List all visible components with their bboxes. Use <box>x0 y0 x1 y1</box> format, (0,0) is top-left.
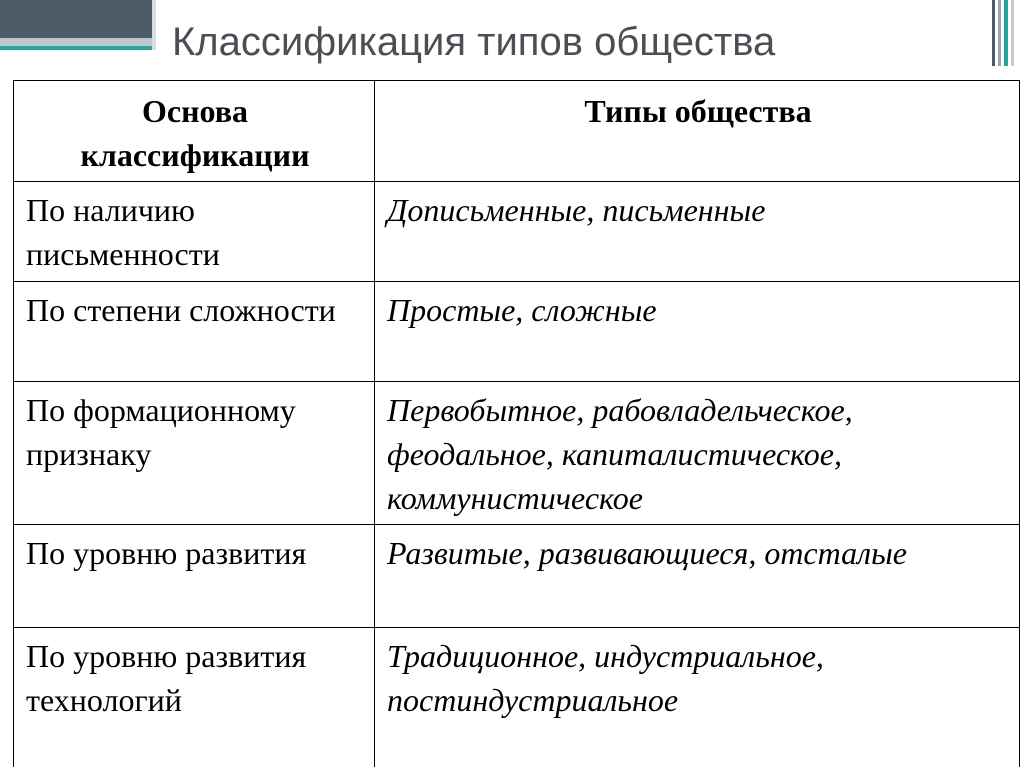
header-accent-bar <box>152 0 156 50</box>
table-row <box>14 525 1020 628</box>
types-cell: Традиционное, индустриальное, постиндустриальное <box>375 628 1020 767</box>
basis-cell: По уровню развития технологий <box>14 628 375 767</box>
slide-title: Классификация типов общества <box>172 20 776 64</box>
basis-cell: По наличию письменности <box>14 182 375 282</box>
types-cell: Простые, сложные <box>375 282 1020 382</box>
types-cell: Развитые, развивающиеся, отсталые <box>375 525 1020 628</box>
classification-table <box>13 80 1020 767</box>
header-types: Типы общества <box>375 81 1020 182</box>
header-teal-stripe <box>0 46 152 50</box>
header-basis: Основа классификации <box>14 81 375 182</box>
table-header-row <box>14 81 1020 182</box>
table-row <box>14 382 1020 525</box>
header-light-band <box>0 38 152 46</box>
classification-table-wrapper <box>13 80 1019 767</box>
table-row <box>14 628 1020 767</box>
basis-cell: По формационному признаку <box>14 382 375 525</box>
table-row <box>14 182 1020 282</box>
basis-cell: По степени сложности <box>14 282 375 382</box>
header-dark-block <box>0 0 152 38</box>
table-row <box>14 282 1020 382</box>
types-cell: Дописьменные, письменные <box>375 182 1020 282</box>
types-cell: Первобытное, рабовладельческое, феодальное, капиталистическое, коммунистическое <box>375 382 1020 525</box>
stripe-3 <box>1004 0 1008 66</box>
stripe-1 <box>992 0 995 66</box>
stripe-2 <box>998 0 1000 66</box>
basis-cell: По уровню развития <box>14 525 375 628</box>
stripe-4 <box>1011 0 1014 66</box>
header-right-stripes <box>992 0 1014 66</box>
